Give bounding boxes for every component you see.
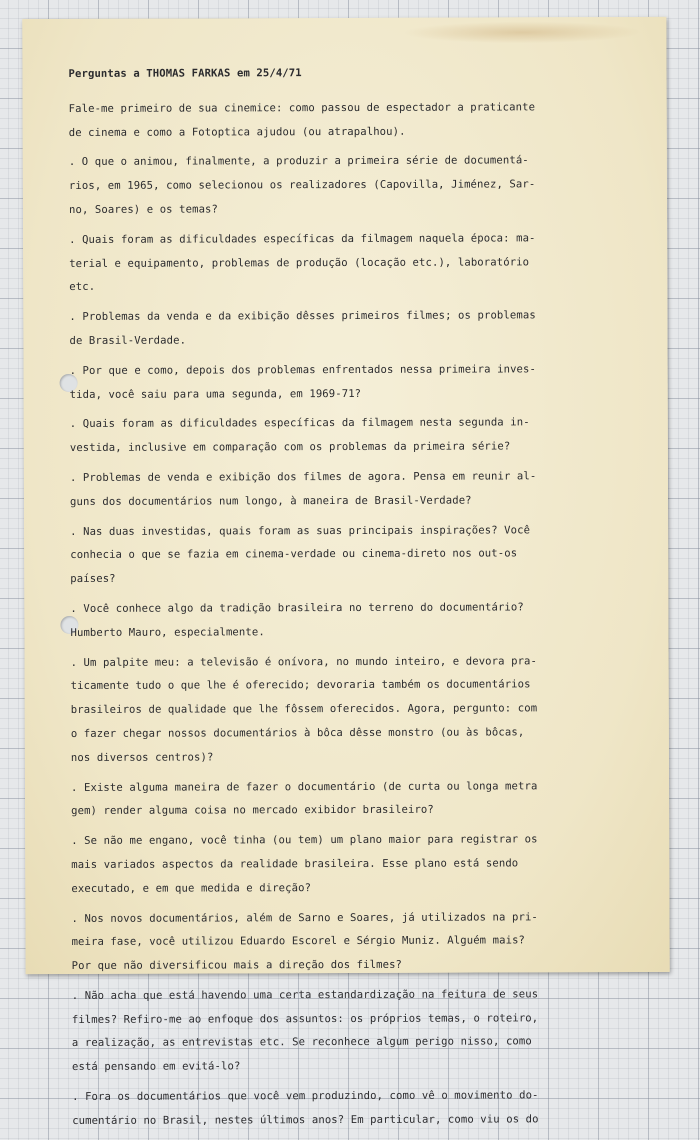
question-11: . Existe alguma maneira de fazer o documentário (de curta ou longa metra gem) render alguma coisa no mercado exibidor brasileiro?: [70, 779, 538, 818]
question-14: . Não acha que está havendo uma certa estandardização na feitura de seus filmes? Refiro-me ao enfoque dos assuntos: os próprios temas, o roteiro, a realização, as entrevistas etc. Se reconhece algum perigo nisso, como está pensando em evitá-lo?: [71, 988, 539, 1074]
question-7: . Problemas de venda e exibição dos filmes de agora. Pensa em reunir al- guns dos documentários num longo, à maneira de Brasil-Verdade?: [69, 470, 537, 508]
question-3: . Quais foram as dificuldades específicas da filmagem naquela época: ma- terial e equipamento, problemas de produção (locação etc.), laboratório etc.: [69, 232, 536, 294]
paper-stain: [402, 21, 642, 44]
typed-page: [22, 17, 669, 1127]
question-9: . Você conhece algo da tradição brasileira no terreno do documentário? Humberto Mauro, especialmente.: [70, 601, 524, 639]
question-2: . O que o animou, finalmente, a produzir a primeira série de documentá- rios, em 1965, como selecionou os realizadores (Capovilla, Jiménez, Sar- no, Soares) e os temas?: [68, 154, 536, 216]
question-4: . Problemas da venda e da exibição dêsses primeiros filmes; os problemas de Brasil-Verdade.: [69, 309, 536, 347]
question-13: . Nos novos documentários, além de Sarno e Soares, já utilizados na pri- meira fase, você utilizou Eduardo Escorel e Sérgio Muniz. Alguém mais? Por que não diversificou mais a direção dos filmes?: [71, 910, 538, 973]
page-heading: Perguntas a THOMAS FARKAS em 25/4/71: [68, 67, 302, 80]
question-5: . Por que e como, depois dos problemas enfrentados nessa primeira inves- tida, você saiu para uma segunda, em 1969-71?: [69, 363, 537, 401]
question-10: . Um palpite meu: a televisão é onívora, no mundo inteiro, e devora pra- ticamente tudo o que lhe é oferecido; devoraria também os documentários brasileiros de qualidade que lhe fôssem oferecidos. Agora, pergunto: com o fazer chegar nossos documentários à bôca dêsse monstro (ou às bôcas, nos diversos centros)?: [70, 654, 538, 764]
question-6: . Quais foram as dificuldades específicas da filmagem nesta segunda in- vestida, inclusive em comparação com os problemas da primeira série?: [69, 416, 530, 455]
question-8: . Nas duas investidas, quais foram as suas principais inspirações? Você conhecia o que se fazia em cinema-verdade ou cinema-direto nos out-os países?: [70, 523, 531, 586]
question-15: . Fora os documentários que você vem produzindo, como vê o movimento do- cumentário no Brasil, nestes últimos anos? Em particular, como viu os do: [72, 1089, 539, 1127]
question-1: Fale-me primeiro de sua cinemice: como passou de espectador a praticante de cinema e como a Fotoptica ajudou (ou atrapalhou).: [68, 101, 536, 139]
question-12: . Se não me engano, você tinha (ou tem) um plano maior para registrar os mais variados aspectos da realidade brasileira. Esse plano está sendo executado, e em que medida e direção?: [71, 833, 538, 895]
typed-text: [68, 61, 642, 1140]
